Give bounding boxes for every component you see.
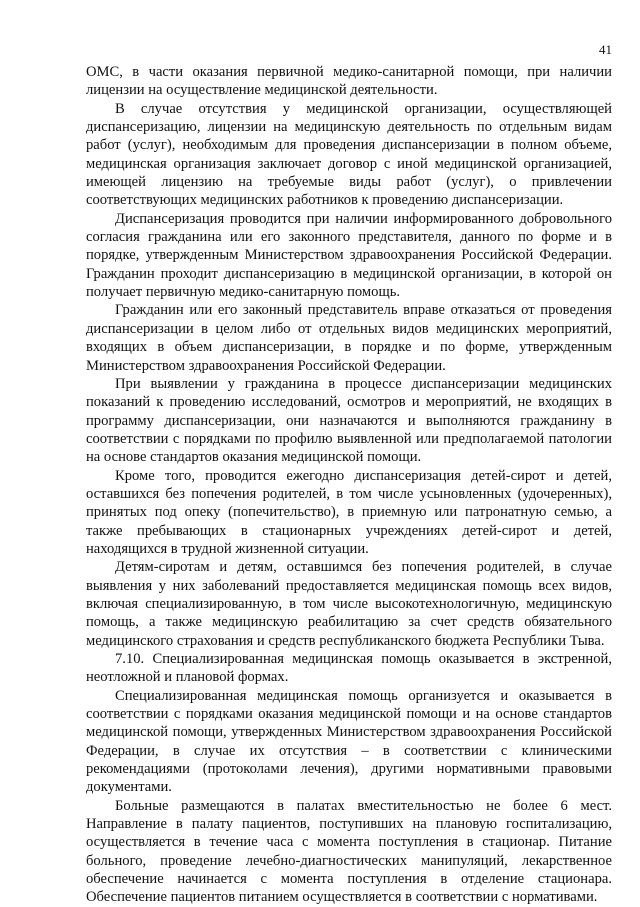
page-number: 41 <box>599 42 612 57</box>
paragraph-orphans-care: Детям-сиротам и детям, оставшимся без попечения родителей, в случае выявления у них заболеваний предоставляется медицинская помощь всех видов, включая специализированную, в том числе высокотехнологичную, медицинскую помощь, а также медицинскую реабилитацию за счет средств обязательного медицинского страхования и средств республиканского бюджета Республики Тыва. <box>86 559 612 649</box>
paragraph-section-7-10: 7.10. Специализированная медицинская помощь оказывается в экстренной, неотложной и плановой формах. <box>86 651 612 686</box>
document-body <box>86 63 612 907</box>
paragraph-indications: При выявлении у гражданина в процессе диспансеризации медицинских показаний к проведению исследований, осмотров и мероприятий, не входящих в программу диспансеризации, они назначаются и выполняются гражданину в соответствии с порядками по профилю выявленной или предполагаемой патологии на основе стандартов оказания медицинской помощи. <box>86 375 612 466</box>
paragraph-consent: Диспансеризация проводится при наличии информированного добровольного согласия гражданина или его законного представителя, данного по форме и в порядке, утвержденным Министерством здравоохранения Российской Федерации. Гражданин проходит диспансеризацию в медицинской организации, в которой он получает первичную медико-санитарную помощь. <box>86 210 612 301</box>
paragraph-orphans-exam: Кроме того, проводится ежегодно диспансеризация детей-сирот и детей, оставшихся без попечения родителей, в том числе усыновленных (удочеренных), принятых под опеку (попечительство), в приемную или патронатную семью, а также пребывающих в стационарных учреждениях детей-сирот и детей, находящихся в трудной жизненной ситуации. <box>86 467 612 557</box>
paragraph-refusal: Гражданин или его законный представитель вправе отказаться от проведения диспансеризации в целом либо от отдельных видов медицинских мероприятий, входящих в объем диспансеризации, в порядке и по форме, утвержденным Министерством здравоохранения Российской Федерации. <box>86 302 612 374</box>
paragraph-specialized-care: Специализированная медицинская помощь организуется и оказывается в соответствии с порядками оказания медицинской помощи и на основе стандартов медицинской помощи, утвержденных Министерством здравоохранения Российской Федерации, в случае их отсутствия – в соответствии с клиническими рекомендациями (протоколами лечения), другими нормативными правовыми документами. <box>86 687 612 796</box>
paragraph-continuation: ОМС, в части оказания первичной медико-санитарной помощи, при наличии лицензии на осуществление медицинской деятельности. <box>86 64 612 99</box>
paragraph-license: В случае отсутствия у медицинской организации, осуществляющей диспансеризацию, лицензии на медицинскую деятельность по отдельным видам работ (услуг), необходимым для проведения диспансеризации в полном объеме, медицинская организация заключает договор с иной медицинской организацией, имеющей лицензию на требуемые виды работ (услуг), о привлечении соответствующих медицинских работников к проведению диспансеризации. <box>86 100 612 209</box>
paragraph-wards: Больные размещаются в палатах вместительностью не более 6 мест. Направление в палату пациентов, поступивших на плановую госпитализацию, осуществляется в течение часа с момента поступления в стационар. Питание больного, проведение лечебно-диагностических манипуляций, лекарственное обеспечение начинается с момента поступления в отделение стационара. Обеспечение пациентов питанием осуществляется в соответствии с нормативами. <box>86 797 612 906</box>
